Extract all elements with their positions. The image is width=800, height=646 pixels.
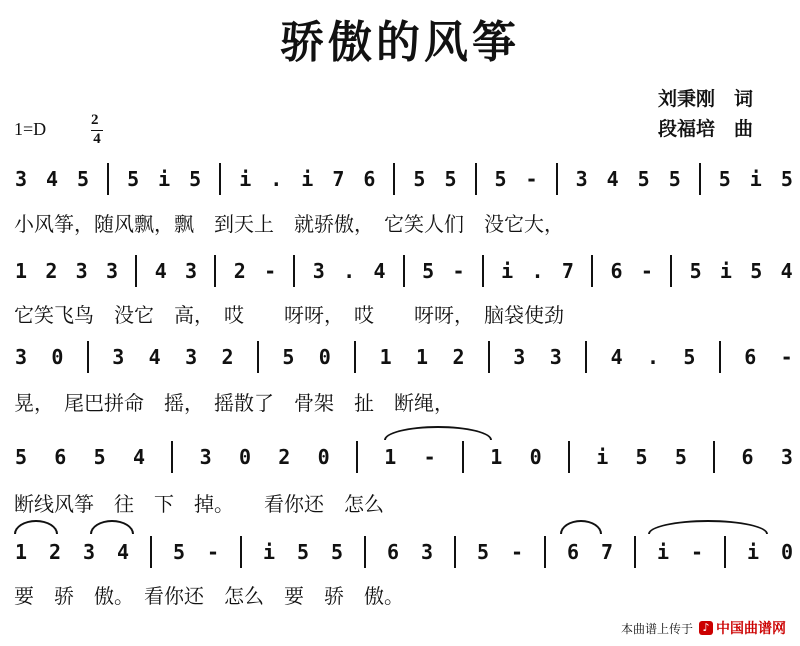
note: 3: [82, 540, 96, 564]
note: 5: [282, 345, 295, 369]
note: .: [646, 345, 660, 369]
barline: [257, 341, 259, 373]
slur-line-5-d: [648, 520, 768, 534]
note: 5: [674, 445, 687, 469]
notes-line-3: [14, 340, 794, 374]
note: i: [749, 167, 762, 191]
lyrics-line-5: 要 骄 傲。 看你还 怎么 要 骄 傲。: [14, 583, 404, 608]
note: 0: [318, 345, 331, 369]
note: 5: [635, 445, 648, 469]
lyricist-credit: 刘秉刚 词: [658, 88, 754, 110]
note: 6: [54, 445, 67, 469]
note: 0: [529, 445, 542, 469]
barline: [150, 536, 152, 568]
barline: [454, 536, 456, 568]
lyrics-line-3: 晃， 尾巴拼命 摇， 摇散了 骨架 扯 断绳，: [14, 390, 454, 415]
site-logo[interactable]: [699, 618, 786, 638]
note: 5: [683, 345, 696, 369]
note: -: [690, 540, 704, 564]
note: 5: [296, 540, 310, 564]
barline: [475, 163, 477, 195]
note: 4: [46, 167, 59, 191]
note: 4: [610, 345, 623, 369]
note: 3: [312, 259, 325, 283]
note: 1: [379, 345, 392, 369]
note: 5: [93, 445, 106, 469]
barline: [670, 255, 672, 287]
note: 3: [199, 445, 212, 469]
notes-line-2: [14, 254, 794, 288]
note: 5: [444, 167, 457, 191]
note: 7: [600, 540, 614, 564]
note: 7: [561, 259, 574, 283]
footer: [621, 618, 786, 638]
note: 1: [14, 540, 28, 564]
time-signature-bottom: 4: [91, 130, 103, 148]
note: 6: [566, 540, 580, 564]
barline: [393, 163, 395, 195]
note: i: [262, 540, 276, 564]
note: 4: [154, 259, 167, 283]
note: 5: [780, 167, 793, 191]
note: 6: [610, 259, 623, 283]
note: 3: [112, 345, 125, 369]
barline: [585, 341, 587, 373]
note: 3: [780, 445, 793, 469]
barline: [171, 441, 173, 473]
note: 2: [452, 345, 465, 369]
lyrics-line-4: 断线风筝 往 下 掉。 看你还 怎么: [14, 491, 384, 516]
note: i: [746, 540, 760, 564]
lyrics-line-2: 它笑飞鸟 没它 高， 哎 呀呀， 哎 呀呀， 脑袋使劲: [14, 302, 564, 327]
note: 0: [317, 445, 330, 469]
barline: [403, 255, 405, 287]
note: 3: [106, 259, 119, 283]
note: -: [423, 445, 436, 469]
note: 3: [575, 167, 588, 191]
note: 3: [14, 167, 28, 191]
slur-line-4: [384, 426, 492, 440]
barline: [713, 441, 715, 473]
note: 6: [744, 345, 757, 369]
barline: [219, 163, 221, 195]
note: 5: [422, 259, 435, 283]
barline: [87, 341, 89, 373]
key-signature: 1=D: [14, 119, 47, 139]
note: 4: [132, 445, 145, 469]
note: 3: [185, 259, 198, 283]
barline: [107, 163, 109, 195]
note: 4: [780, 259, 793, 283]
barline: [354, 341, 356, 373]
note: -: [264, 259, 277, 283]
notes-line-4: [14, 440, 794, 474]
barline: [214, 255, 216, 287]
note: 3: [549, 345, 562, 369]
barline: [568, 441, 570, 473]
note: 5: [413, 167, 426, 191]
barline: [293, 255, 295, 287]
note: i: [501, 259, 514, 283]
note: 5: [14, 445, 28, 469]
note: 5: [330, 540, 344, 564]
note: 1: [384, 445, 397, 469]
barline: [591, 255, 593, 287]
note: 4: [373, 259, 386, 283]
note: i: [596, 445, 609, 469]
note: 6: [386, 540, 400, 564]
note: 5: [189, 167, 202, 191]
composer-credit: 段福培 曲: [658, 118, 754, 140]
note: 1: [490, 445, 503, 469]
barline: [135, 255, 137, 287]
note: -: [452, 259, 465, 283]
note: -: [780, 345, 793, 369]
note: 3: [185, 345, 198, 369]
note: 5: [668, 167, 681, 191]
lyrics-line-1: 小风筝，随风飘，飘 到天上 就骄傲， 它笑人们 没它大，: [14, 211, 564, 236]
note: 2: [221, 345, 234, 369]
note: i: [719, 259, 732, 283]
barline: [634, 536, 636, 568]
note: 2: [233, 259, 246, 283]
site-logo-icon: ♪: [699, 621, 713, 635]
note: i: [158, 167, 171, 191]
note: i: [656, 540, 670, 564]
note: 5: [494, 167, 507, 191]
note: .: [531, 259, 544, 283]
note: 2: [48, 540, 62, 564]
barline: [364, 536, 366, 568]
note: 0: [51, 345, 64, 369]
note: i: [239, 167, 252, 191]
note: -: [206, 540, 220, 564]
note: 6: [363, 167, 376, 191]
barline: [240, 536, 242, 568]
note: 2: [278, 445, 291, 469]
slur-line-5-a: [14, 520, 58, 534]
note: 4: [116, 540, 130, 564]
note: 2: [45, 259, 58, 283]
barline: [724, 536, 726, 568]
barline: [556, 163, 558, 195]
notes-line-1: [14, 162, 794, 196]
note: 5: [172, 540, 186, 564]
note: .: [343, 259, 356, 283]
note: 5: [689, 259, 702, 283]
note: 4: [148, 345, 161, 369]
note: 3: [75, 259, 88, 283]
barline: [544, 536, 546, 568]
note: -: [525, 167, 538, 191]
barline: [462, 441, 464, 473]
barline: [699, 163, 701, 195]
note: 5: [750, 259, 763, 283]
footer-upload-text: 本曲谱上传于: [620, 621, 693, 636]
note: 6: [741, 445, 754, 469]
barline: [719, 341, 721, 373]
note: 4: [606, 167, 619, 191]
note: 1: [416, 345, 429, 369]
note: 5: [476, 540, 490, 564]
site-name: 中国曲谱网: [716, 621, 786, 637]
barline: [488, 341, 490, 373]
note: 5: [127, 167, 140, 191]
time-signature-top: 2: [91, 112, 99, 128]
barline: [482, 255, 484, 287]
note: 7: [332, 167, 345, 191]
slur-line-5-c: [560, 520, 602, 534]
note: 3: [420, 540, 434, 564]
slur-line-5-b: [90, 520, 134, 534]
note: 3: [14, 345, 28, 369]
note: 3: [513, 345, 526, 369]
notes-line-5: [14, 535, 794, 569]
note: 0: [780, 540, 794, 564]
note: 1: [14, 259, 28, 283]
note: .: [270, 167, 283, 191]
note: 5: [718, 167, 731, 191]
note: 5: [77, 167, 90, 191]
song-title: 骄傲的风筝: [280, 17, 520, 68]
note: i: [301, 167, 314, 191]
barline: [356, 441, 358, 473]
note: -: [640, 259, 653, 283]
note: 5: [637, 167, 650, 191]
note: -: [510, 540, 524, 564]
note: 0: [238, 445, 251, 469]
